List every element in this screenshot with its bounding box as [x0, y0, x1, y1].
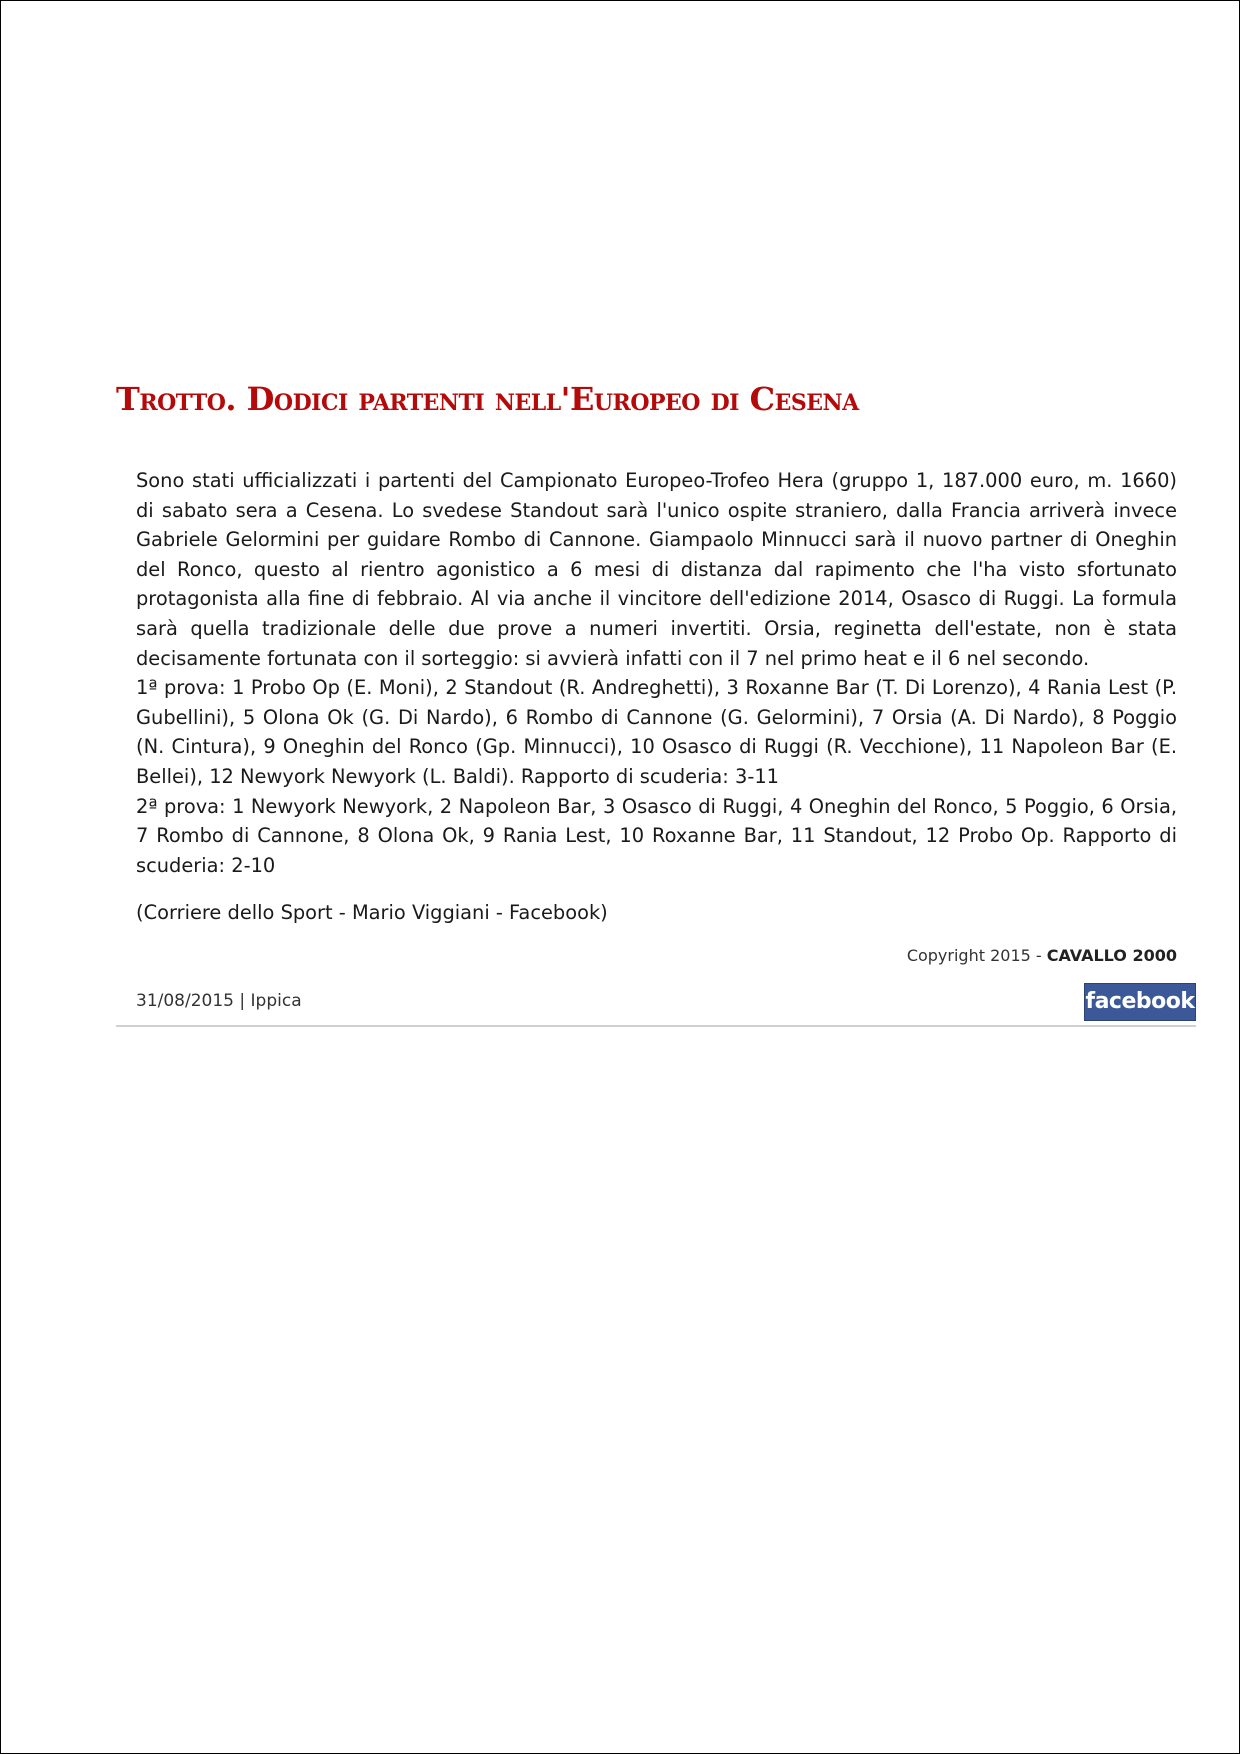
article-source: (Corriere dello Sport - Mario Viggiani - Facebook)	[136, 901, 608, 925]
article-meta-bar	[116, 985, 1196, 1027]
article-date: 31/08/2015	[136, 991, 234, 1012]
article-title: Trotto. Dodici partenti nell'Europeo di Cesena	[116, 380, 859, 418]
article-paragraph-second-heat: 2ª prova: 1 Newyork Newyork, 2 Napoleon Bar, 3 Osasco di Ruggi, 4 Oneghin del Ronco, 5 Poggio, 6 Orsia, 7 Rombo di Cannone, 8 Olona Ok, 9 Rania Lest, 10 Roxanne Bar, 11 Standout, 12 Probo Op. Rapporto di scuderia: 2-10	[136, 794, 1177, 877]
copyright-brand: CAVALLO 2000	[1046, 946, 1177, 966]
article-paragraph-intro: Sono stati ufficializzati i partenti del Campionato Europeo-Trofeo Hera (gruppo 1, 187.000 euro, m. 1660) di sabato sera a Cesena. Lo svedese Standout sarà l'unico ospite straniero, dalla Francia arriverà invece Gabriele Gelormini per guidare Rombo di Cannone. Giampaolo Minnucci sarà il nuovo partner di Oneghin del Ronco, questo al rientro agonistico a 6 mesi di distanza dal rapimento che l'ha visto sfortunato protagonista alla fine di febbraio. Al via anche il vincitore dell'edizione 2014, Osasco di Ruggi. La formula sarà quella tradizionale delle due prove a numeri invertiti. Orsia, reginetta dell'estate, non è stata decisamente fortunata con il sorteggio: si avvierà infatti con il 7 nel primo heat e il 6 nel secondo.	[136, 469, 1177, 670]
meta-separator: |	[239, 991, 246, 1012]
article-body	[136, 466, 1177, 880]
copyright-notice	[116, 946, 1177, 965]
article-paragraph-first-heat: 1ª prova: 1 Probo Op (E. Moni), 2 Standout (R. Andreghetti), 3 Roxanne Bar (T. Di Lorenzo), 4 Rania Lest (P. Gubellini), 5 Olona Ok (G. Di Nardo), 6 Rombo di Cannone (G. Gelormini), 7 Orsia (A. Di Nardo), 8 Poggio (N. Cintura), 9 Oneghin del Ronco (Gp. Minnucci), 10 Osasco di Ruggi (R. Vecchione), 11 Napoleon Bar (E. Bellei), 12 Newyork Newyork (L. Baldi). Rapporto di scuderia: 3-11	[136, 676, 1177, 788]
article-category-link[interactable]: Ippica	[250, 991, 302, 1012]
article	[116, 380, 1196, 1027]
article-meta	[136, 991, 302, 1011]
facebook-share-button[interactable]: facebook	[1084, 983, 1196, 1021]
copyright-prefix: Copyright 2015 -	[906, 946, 1047, 966]
